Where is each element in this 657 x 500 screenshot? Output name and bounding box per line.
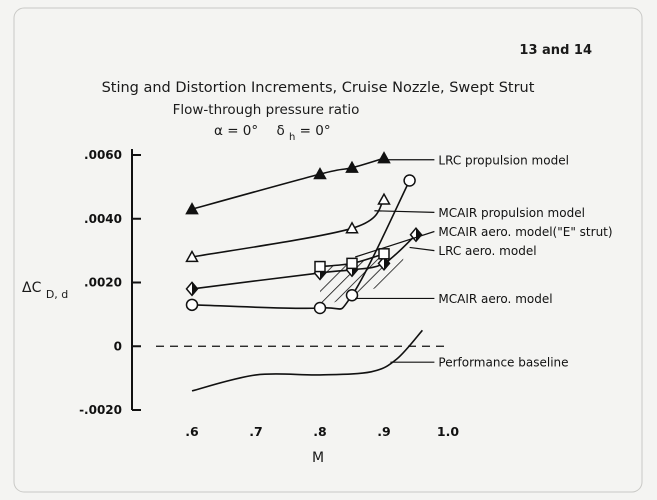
x-axis-label: M [311,450,325,466]
series-4 [187,175,416,314]
data-point-square [315,262,325,272]
annotation-5 [390,356,568,370]
hatched-area [320,254,403,308]
series-label: LRC aero. model [438,244,537,259]
series-label: LRC propulsion model [438,153,569,168]
series-5 [192,330,422,391]
chart-conditions [214,123,331,144]
y-tick-label: .0020 [84,275,122,290]
annotation-4 [355,292,552,306]
data-point-square [347,258,357,268]
series-label: MCAIR aero. model [438,291,553,306]
x-tick-label: .6 [185,424,199,439]
data-point-triangle [379,153,390,163]
series-label: MCAIR aero. model("E" strut) [438,225,613,239]
delta-value: = 0° [299,123,331,139]
data-point-circle [315,303,326,314]
chart-subtitle: Flow-through pressure ratio [172,102,360,118]
y-axis-label-main: ΔC [22,280,42,296]
axes [79,148,459,439]
data-point-circle [404,175,415,186]
data-point-diamond-fill [192,282,198,295]
annotation-0 [384,153,569,167]
series-label: MCAIR propulsion model [438,205,585,220]
y-tick-label: -.0020 [79,403,122,417]
page-reference: 13 and 14 [519,43,592,58]
x-tick-label: .8 [313,424,327,439]
series-label: Performance baseline [438,355,569,370]
y-tick-label: .0040 [84,211,122,226]
series-0 [187,153,390,214]
series-1 [187,194,390,261]
data-point-circle [187,299,198,310]
delta-symbol: δ [276,123,285,139]
y-tick-label: 0 [113,339,122,354]
y-axis-label [22,280,68,301]
x-tick-label: .9 [377,424,391,439]
delta-subscript: h [289,132,296,143]
annotation-1 [374,206,585,220]
data-point-circle [347,290,358,301]
x-tick-label: .7 [249,424,263,439]
series-line [192,330,422,391]
hatched-increment-region [320,254,403,308]
data-point-triangle [379,194,390,204]
annotation-leader [355,232,434,258]
alpha-condition: α = 0° [214,123,259,139]
annotation-leader [374,211,434,213]
x-tick-label: 1.0 [436,424,460,439]
data-point-square [379,249,389,259]
y-tick-label: .0060 [84,148,122,162]
data-point-diamond-fill [416,228,422,241]
series-line [192,158,384,209]
chart-title: Sting and Distortion Increments, Cruise Nozzle, Swept Strut [101,80,535,96]
y-axis-label-sub: D, d [45,288,69,301]
annotation-3 [410,244,537,258]
annotation-leader [410,247,435,250]
